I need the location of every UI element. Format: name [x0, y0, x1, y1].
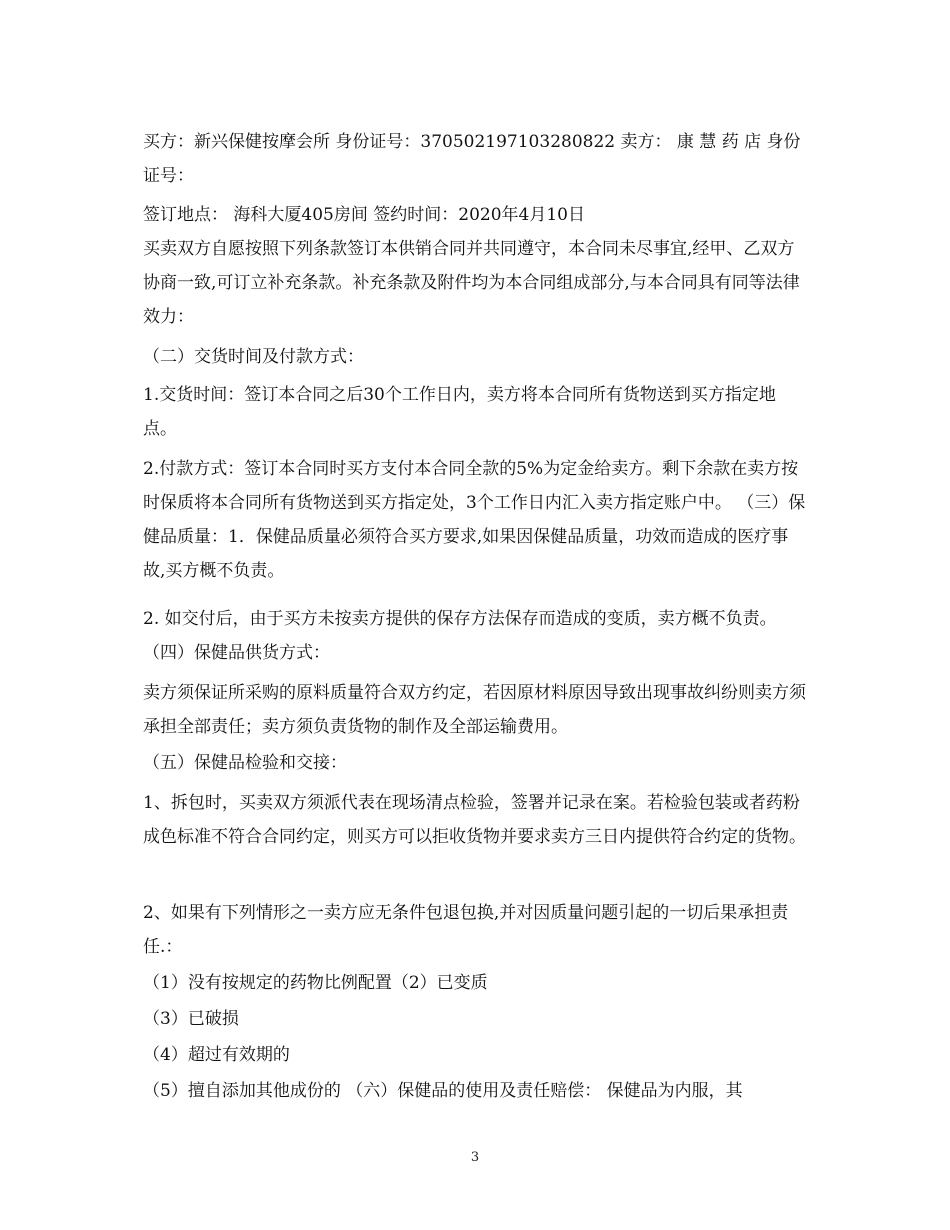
list-item-condition-3: （3）已破损	[143, 1009, 239, 1029]
paragraph-preamble: 买卖双方自愿按照下列条款签订本供销合同并共同遵守，本合同未尽事宜,经甲、乙双方协商一致,可订立补充条款。补充条款及附件均为本合同组成部分,与本合同具有同等法律效力：	[143, 239, 800, 327]
paragraph-storage-liability: 2. 如交付后，由于买方未按卖方提供的保存方法保存而造成的变质，卖方概不负责。 （四）保健品供货方式：	[143, 609, 777, 663]
list-item-condition-4: （4）超过有效期的	[143, 1045, 290, 1065]
paragraph-signing-info: 签订地点： 海科大厦405房间 签约时间：2020年4月10日	[143, 205, 585, 225]
list-item-condition-1-2: （1）没有按规定的药物比例配置（2）已变质	[143, 973, 488, 993]
paragraph-payment-method: 2.付款方式：签订本合同时买方支付本合同全款的5%为定金给卖方。剩下余款在卖方按时保质将本合同所有货物送到买方指定处，3个工作日内汇入卖方指定账户中。 （三）保健品质量：1．保健品质量必须符合买方要求,如果因保健品质量，功效而造成的医疗事故,买方概不负责。	[143, 459, 806, 581]
section-heading-inspection: （五）保健品检验和交接：	[143, 753, 347, 773]
list-item-condition-5: （5）擅自添加其他成份的 （六）保健品的使用及责任赔偿： 保健品为内服，其	[143, 1081, 743, 1101]
section-heading-delivery-payment: （二）交货时间及付款方式：	[143, 347, 364, 367]
paragraph-parties: 买方：新兴保健按摩会所 身份证号：370502197103280822 卖方： 康 慧 药 店 身份证号：	[143, 132, 801, 186]
paragraph-return-conditions: 2、如果有下列情形之一卖方应无条件包退包换,并对因质量问题引起的一切后果承担责任.：	[143, 903, 789, 957]
paragraph-delivery-time: 1.交货时间：签订本合同之后30个工作日内，卖方将本合同所有货物送到买方指定地点。	[143, 385, 776, 439]
paragraph-unpacking-inspection: 1、拆包时，买卖双方须派代表在现场清点检验，签署并记录在案。若检验包装或者药粉成色标准不符合合同约定，则买方可以拒收货物并要求卖方三日内提供符合约定的货物。	[143, 793, 806, 847]
paragraph-raw-material: 卖方须保证所采购的原料质量符合双方约定，若因原材料原因导致出现事故纠纷则卖方须承担全部责任；卖方须负责货物的制作及全部运输费用。	[143, 683, 806, 737]
page-number: 3	[470, 1150, 480, 1165]
